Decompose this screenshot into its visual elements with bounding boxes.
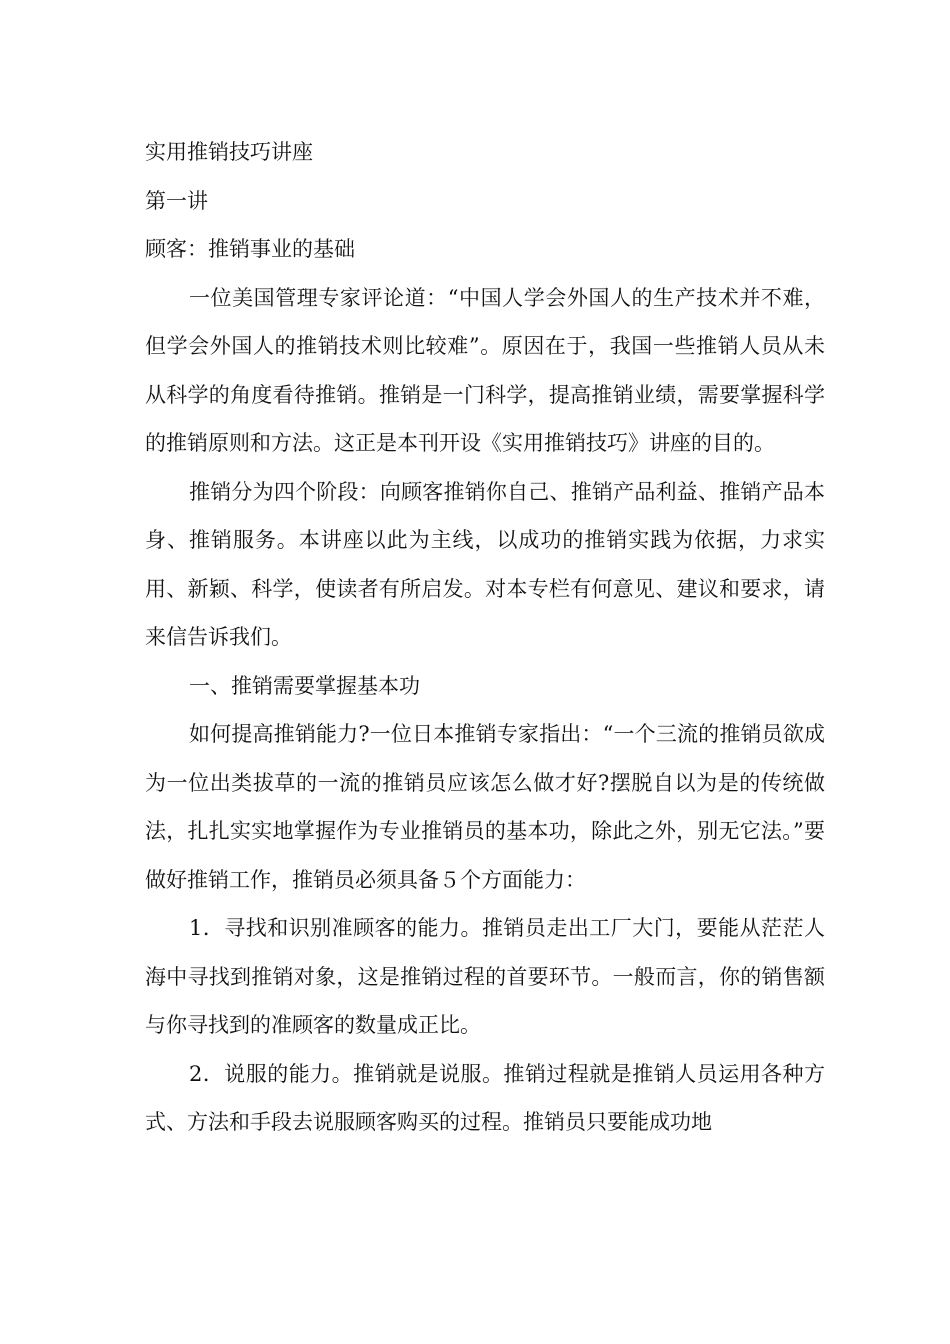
- paragraph-intro: 一位美国管理专家评论道：“中国人学会外国人的生产技术并不难，但学会外国人的推销技术则比较难”。原因在于，我国一些推销人员从未从科学的角度看待推销。推销是一门科学，提高推销业绩，需要掌握科学的推销原则和方法。这正是本刊开设《实用推销技巧》讲座的目的。: [145, 285, 825, 455]
- paragraph-ability-1: 1．寻找和识别准顾客的能力。推销员走出工厂大门，要能从茫茫人海中寻找到推销对象，这是推销过程的首要环节。一般而言，你的销售额与你寻找到的准顾客的数量成正比。: [145, 916, 825, 1037]
- paragraph-stages: 推销分为四个阶段：向顾客推销你自己、推销产品利益、推销产品本身、推销服务。本讲座以此为主线，以成功的推销实践为依据，力求实用、新颖、科学，使读者有所启发。对本专栏有何意见、建议和要求，请来信告诉我们。: [145, 479, 825, 649]
- lecture-subtitle: 顾客：推销事业的基础: [145, 237, 355, 261]
- paragraph-ability-2: 2．说服的能力。推销就是说服。推销过程就是推销人员运用各种方式、方法和手段去说服顾客购买的过程。推销员只要能成功地: [145, 1061, 825, 1134]
- paragraph-basic-skills: 如何提高推销能力?一位日本推销专家指出：“一个三流的推销员欲成为一位出类拔草的一流的推销员应该怎么做才好?摆脱自以为是的传统做法，扎扎实实地掌握作为专业推销员的基本功，除此之外，别无它法。”要做好推销工作，推销员必须具备５个方面能力：: [145, 722, 825, 892]
- section-heading: 一、推销需要掌握基本功: [189, 673, 420, 698]
- document-title: 实用推销技巧讲座: [145, 140, 313, 164]
- document-body: [145, 128, 825, 1147]
- lecture-number: 第一讲: [145, 188, 208, 213]
